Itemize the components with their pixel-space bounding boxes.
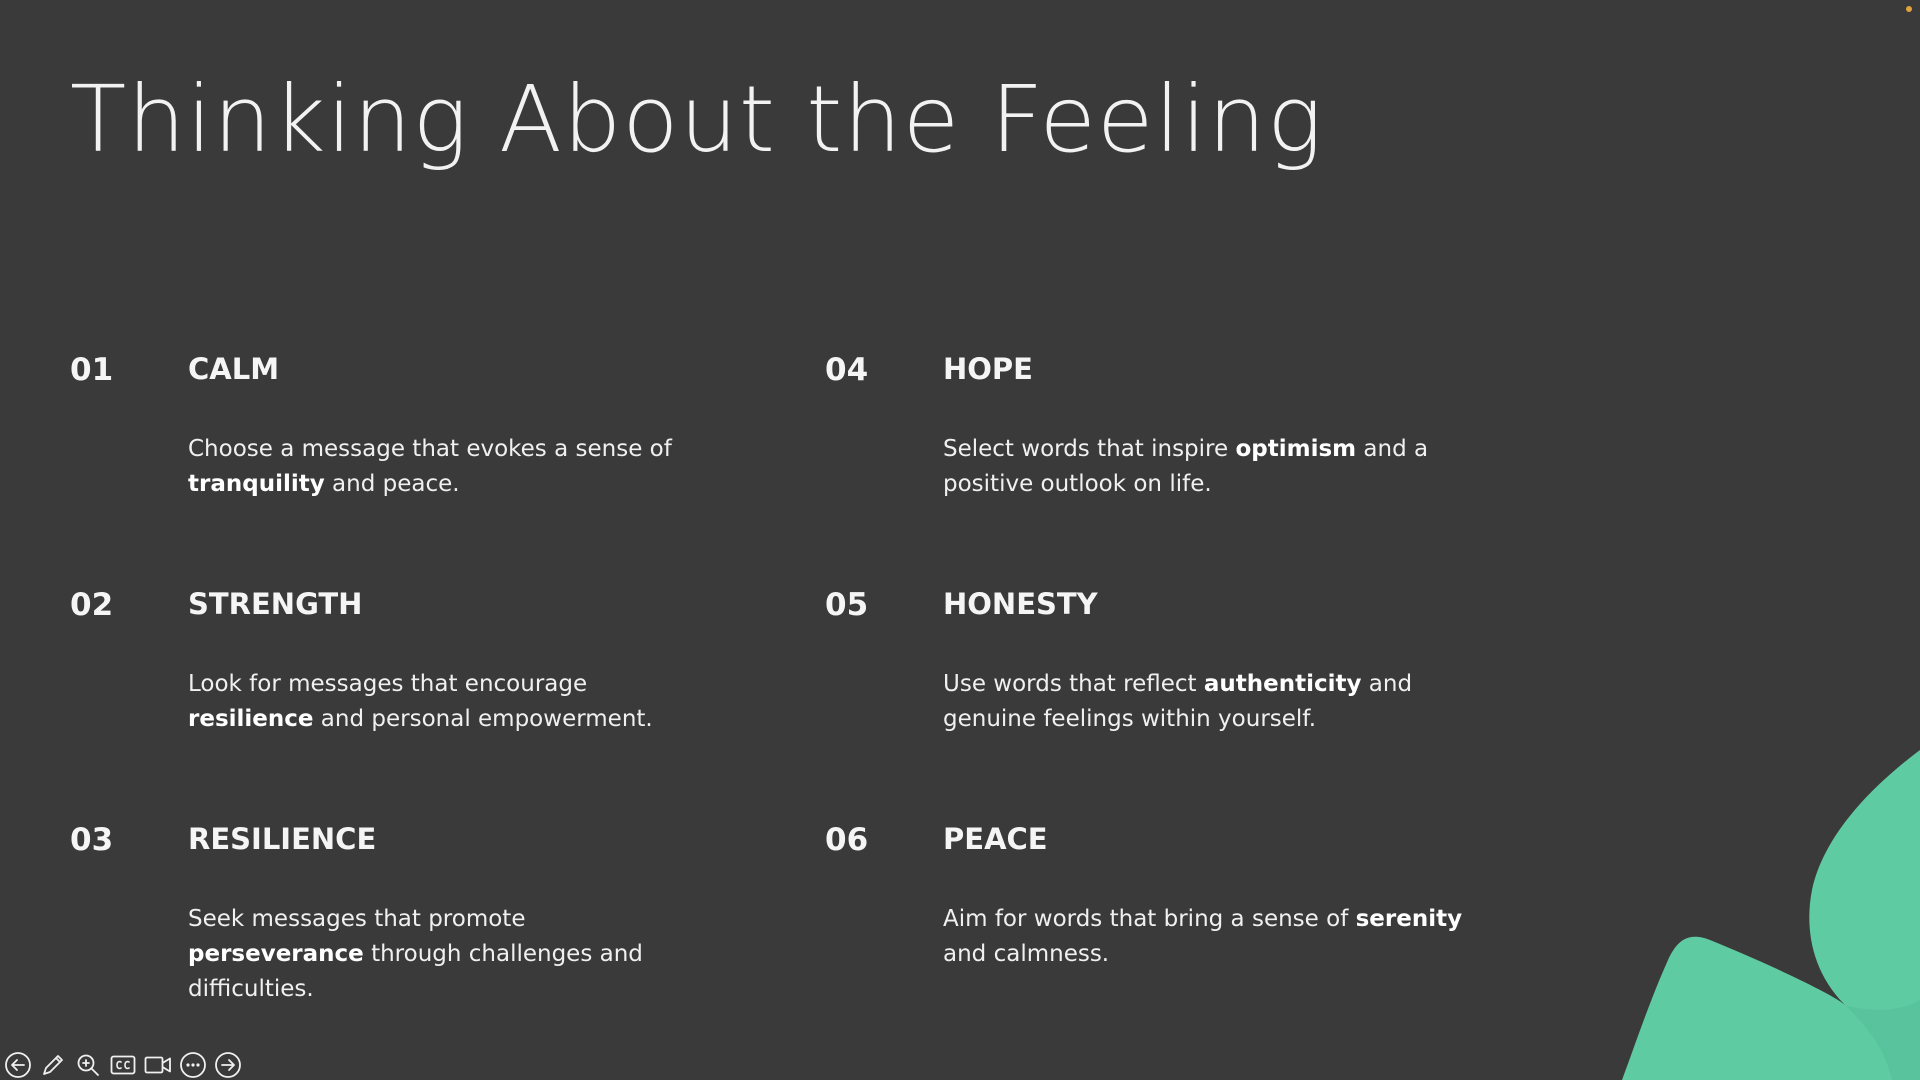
item-number: 02	[70, 587, 114, 623]
pen-tool-button[interactable]	[37, 1050, 68, 1080]
item-description: Select words that inspire optimism and a positive outlook on life.	[943, 436, 1429, 497]
presentation-toolbar	[2, 1050, 247, 1080]
slide-title: Thinking About the Feeling	[70, 66, 1324, 173]
feeling-item-peace	[825, 822, 1465, 1002]
pencil-icon	[39, 1051, 67, 1079]
video-camera-icon	[143, 1051, 173, 1079]
feeling-item-honesty	[825, 587, 1465, 767]
item-heading: PEACE	[943, 822, 1048, 856]
item-number: 06	[825, 822, 869, 858]
zoom-button[interactable]	[72, 1050, 103, 1080]
cc-icon	[109, 1051, 137, 1079]
item-number: 01	[70, 352, 114, 388]
item-heading: STRENGTH	[188, 587, 363, 621]
item-heading: CALM	[188, 352, 280, 386]
next-slide-button[interactable]	[212, 1050, 243, 1080]
item-heading: RESILIENCE	[188, 822, 377, 856]
item-number: 05	[825, 587, 869, 623]
feeling-item-calm	[70, 352, 710, 532]
more-circle-icon	[179, 1051, 207, 1079]
item-description: Aim for words that bring a sense of serenity and calmness.	[943, 906, 1463, 967]
item-heading: HOPE	[943, 352, 1033, 386]
item-heading: HONESTY	[943, 587, 1098, 621]
green-leaf-decoration	[1580, 750, 1920, 1080]
recording-indicator	[1906, 6, 1912, 12]
feeling-item-strength	[70, 587, 710, 767]
captions-button[interactable]	[107, 1050, 138, 1080]
more-options-button[interactable]	[177, 1050, 208, 1080]
feeling-item-hope	[825, 352, 1465, 532]
arrow-left-circle-icon	[4, 1051, 32, 1079]
item-number: 04	[825, 352, 869, 388]
feeling-item-resilience	[70, 822, 710, 1002]
item-number: 03	[70, 822, 114, 858]
previous-slide-button[interactable]	[2, 1050, 33, 1080]
item-description: Choose a message that evokes a sense of tranquility and peace.	[188, 436, 672, 497]
item-description: Use words that reflect authenticity and genuine feelings within yourself.	[943, 671, 1413, 732]
magnifier-icon	[74, 1051, 102, 1079]
arrow-right-circle-icon	[214, 1051, 242, 1079]
item-description: Look for messages that encourage resilience and personal empowerment.	[188, 671, 653, 732]
item-description: Seek messages that promote perseverance through challenges and difficulties.	[188, 906, 643, 1002]
camera-button[interactable]	[142, 1050, 173, 1080]
